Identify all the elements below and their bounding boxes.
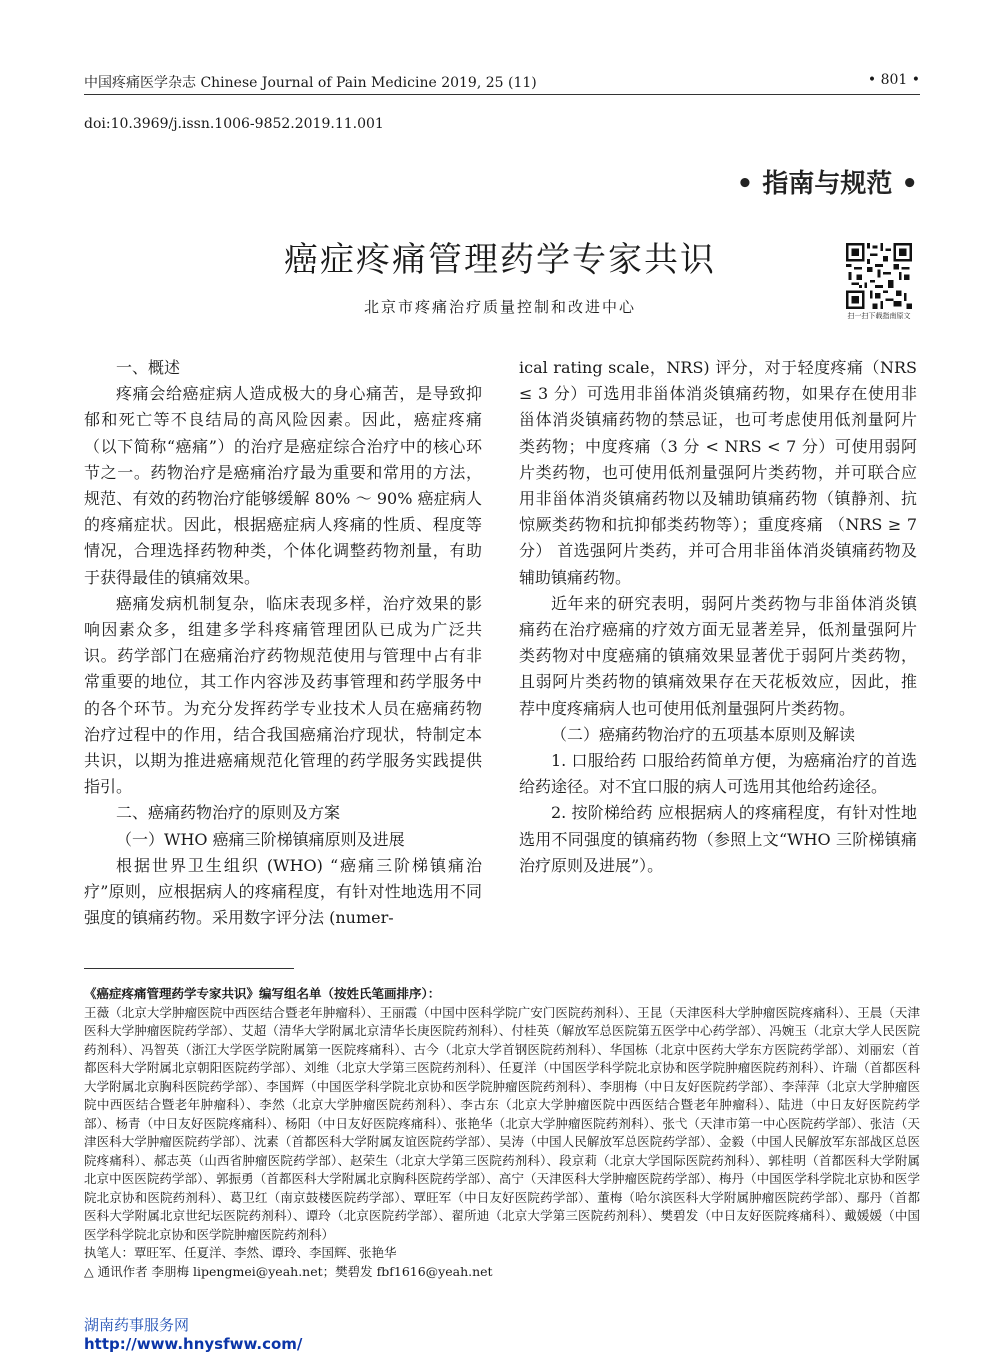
paragraph: 根据世界卫生组织 (WHO) “癌痛三阶梯镇痛治疗”原则，应根据病人的疼痛程度，有针对性地选用不同强度的镇痛药物。采用数字评分法 (numer- (84, 855, 482, 928)
paragraph: ical rating scale，NRS) 评分，对于轻度疼痛（NRS ≤ 3 分）可选用非甾体消炎镇痛药物，如果存在使用非甾体消炎镇痛药物的禁忌证，也可考虑使用低剂量阿片类药物；中度疼痛（3 分 < NRS < 7 分）可使用弱阿片类药物，也可使用低剂量强阿片类药物，并可联合应用非甾体消炎镇痛药物以及辅助镇痛药物（镇静剂、抗惊厥类药物和抗抑郁类药物等）；重度疼痛 （NRS ≥ 7 分） 首选强阿片类药，并可合用非甾体消炎镇痛药物及辅助镇痛药物。 (519, 358, 917, 587)
left-column (84, 355, 482, 931)
section-label: • 指南与规范 • (736, 169, 918, 199)
section-heading: 二、癌痛药物治疗的原则及方案 (116, 803, 341, 823)
subsection-heading: （一）WHO 癌痛三阶梯镇痛原则及进展 (116, 829, 405, 849)
paragraph: 2. 按阶梯给药 应根据病人的疼痛程度，有针对性地选用不同强度的镇痛药物（参照上文“WHO 三阶梯镇痛治疗原则及进展”）。 (519, 803, 917, 875)
watermark-url[interactable]: http://www.hnysfww.com/ (84, 1335, 303, 1353)
header-divider (84, 94, 920, 95)
footnote-writers: 执笔人：覃旺军、任夏洋、李然、谭玲、李国辉、张艳华 (84, 1245, 397, 1260)
footnote-corresponding: △ 通讯作者 李朋梅 lipengmei@yeah.net；樊碧发 fbf1616@yeah.net (84, 1263, 493, 1279)
page-number: • 801 • (867, 72, 920, 88)
paragraph: 癌痛发病机制复杂，临床表现多样，治疗效果的影响因素众多，组建多学科疼痛管理团队已成为广泛共识。药学部门在癌痛治疗药物规范使用与管理中占有非常重要的地位，其工作内容涉及药事管理和药学服务中的各个环节。为充分发挥药学专业技术人员在癌痛药物治疗过程中的作用，结合我国癌痛治疗现状，特制定本共识，以期为推进癌痛规范化管理的药学服务实践提供指引。 (84, 593, 482, 797)
qr-code-icon (846, 243, 912, 309)
watermark (84, 1316, 302, 1354)
paragraph: 近年来的研究表明，弱阿片类药物与非甾体消炎镇痛药在治疗癌痛的疗效方面无显著差异，低剂量强阿片类药物对中度癌痛的镇痛效果显著优于弱阿片类药物，且弱阿片类药物的镇痛效果存在天花板效应，因此，推荐中度疼痛病人也可使用低剂量强阿片类药物。 (519, 593, 917, 718)
article-title: 癌症疼痛管理药学专家共识 (284, 240, 716, 280)
paragraph: 疼痛会给癌症病人造成极大的身心痛苦，是导致抑郁和死亡等不良结局的高风险因素。因此，癌症疼痛（以下简称“癌痛”）的治疗是癌症综合治疗中的核心环节之一。药物治疗是癌痛治疗最为重要和常用的方法，规范、有效的药物治疗能够缓解 80% ～ 90% 癌症病人的疼痛症状。因此，根据癌症病人疼痛的性质、程度等情况，合理选择药物种类，个体化调整药物剂量，有助于获得最佳的镇痛效果。 (84, 384, 482, 587)
footnote-title: 《癌症疼痛管理药学专家共识》编写组名单（按姓氏笔画排序）： (84, 986, 441, 1001)
running-header (84, 72, 920, 92)
right-column (519, 355, 917, 879)
paragraph: 1. 口服给药 口服给药简单方便，为癌痛治疗的首选给药途径。对不宜口服的病人可选用其他给药途径。 (519, 751, 917, 797)
author-organization: 北京市疼痛治疗质量控制和改进中心 (363, 298, 636, 316)
journal-citation: 中国疼痛医学杂志 Chinese Journal of Pain Medicine 2019, 25 (11) (84, 75, 537, 91)
footnote-members: 王薇（北京大学肿瘤医院中西医结合暨老年肿瘤科）、王丽霞（中国中医科学院广安门医院药剂科）、王昆（天津医科大学肿瘤医院疼痛科）、王晨（天津医科大学肿瘤医院药学部）、艾超（清华大学附属北京清华长庚医院药剂科）、付桂英（解放军总医院第五医学中心药学部）、冯婉玉（北京大学人民医院药剂科）、冯智英（浙江大学医学院附属第一医院疼痛科）、古今（北京大学首钢医院药剂科）、华国栋（北京中医药大学东方医院药学部）、刘丽宏（首都医科大学附属北京朝阳医院药学部）、刘维（北京大学第三医院药剂科）、任夏洋（中国医学科学院北京协和医学院肿瘤医院药剂科）、许瑞（首都医科大学附属北京胸科医院药学部）、李国辉（中国医学科学院北京协和医学院肿瘤医院药剂科）、李朋梅（中日友好医院药学部）、李萍萍（北京大学肿瘤医院中西医结合暨老年肿瘤科）、李然（北京大学肿瘤医院药剂科）、李古东（北京大学肿瘤医院中西医结合暨老年肿瘤科）、陆进（中日友好医院药学部）、杨青（中日友好医院疼痛科）、杨阳（中日友好医院疼痛科）、张艳华（北京大学肿瘤医院药剂科）、张弋（天津市第一中心医院药学部）、张洁（天津医科大学肿瘤医院药学部）、沈素（首都医科大学附属友谊医院药学部）、吴涛（中国人民解放军总医院药学部）、金毅（中国人民解放军东部战区总医院疼痛科）、郝志英（山西省肿瘤医院药学部）、赵荣生（北京大学第三医院药剂科）、段京莉（北京大学国际医院药剂科）、郭桂明（首都医科大学附属北京中医医院药学部）、郭振勇（首都医科大学附属北京胸科医院药学部）、高宁（天津医科大学肿瘤医院药学部）、梅丹（中国医学科学院北京协和医学院北京协和医院药剂科）、葛卫红（南京鼓楼医院药学部）、覃旺军（中日友好医院药学部）、董梅（哈尔滨医科大学附属肿瘤医院药学部）、鄢丹（首都医科大学附属北京世纪坛医院药剂科）、谭玲（北京医院药学部）、翟所迪（北京大学第三医院药剂科）、樊碧发（中日友好医院疼痛科）、戴媛媛（中国医学科学院北京协和医学院肿瘤医院药剂科） (84, 1004, 920, 1242)
doi: doi:10.3969/j.issn.1006-9852.2019.11.001 (84, 116, 384, 132)
qr-caption: 扫一扫下载指南原文 (847, 312, 911, 320)
watermark-site: 湖南药事服务网 (84, 1316, 190, 1334)
footnote-divider (84, 968, 294, 969)
section-heading: 一、概述 (116, 358, 181, 377)
subsection-heading: （二）癌痛药物治疗的五项基本原则及解读 (551, 724, 856, 744)
footnote (84, 985, 920, 1281)
